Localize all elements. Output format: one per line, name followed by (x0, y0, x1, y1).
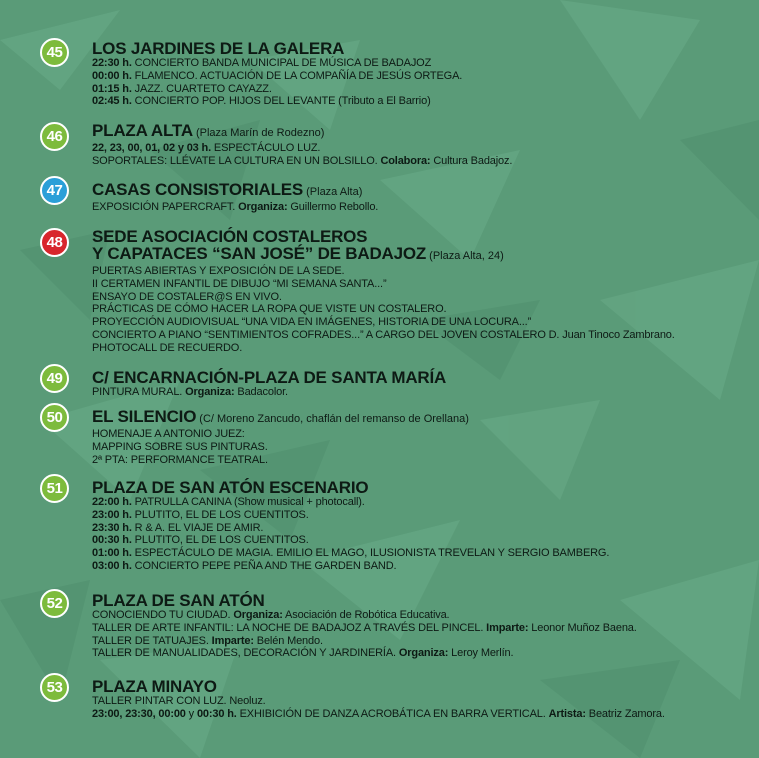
entry-title: PLAZA ALTA (Plaza Marín de Rodezno) (92, 121, 325, 140)
schedule-line: 23:00, 23:30, 00:00 y 00:30 h. EXHIBICIÓN DE DANZA ACROBÁTICA EN BARRA VERTICAL. Artista: Beatriz Zamora. (92, 707, 665, 720)
schedule-line: 03:00 h. CONCIERTO PEPE PEÑA AND THE GARDEN BAND. (92, 559, 397, 572)
entry-title: CASAS CONSISTORIALES (Plaza Alta) (92, 180, 363, 199)
schedule-line: 22:00 h. PATRULLA CANINA (Show musical + photocall). (92, 496, 365, 508)
entry-number-badge: 45 (40, 38, 69, 67)
schedule-line: 23:30 h. R & A. EL VIAJE DE AMIR. (92, 521, 264, 534)
schedule-line: 01:00 h. ESPECTÁCULO DE MAGIA. EMILIO EL MAGO, ILUSIONISTA TREVELAN Y SERGIO BAMBERG. (92, 547, 610, 560)
entry-number-badge: 51 (40, 474, 69, 503)
entry-number-badge: 52 (40, 589, 69, 618)
schedule-line: PINTURA MURAL. Organiza: Badacolor. (92, 386, 288, 398)
schedule-line: II CERTAMEN INFANTIL DE DIBUJO “MI SEMANA SANTA...” (92, 277, 387, 290)
entry-title: PLAZA MINAYO (92, 677, 217, 696)
schedule-line: 00:00 h. FLAMENCO. ACTUACIÓN DE LA COMPAÑÍA DE JESÚS ORTEGA. (92, 69, 463, 82)
entry-number-badge: 53 (40, 673, 69, 702)
schedule-line: TALLER DE TATUAJES. Imparte: Belén Mendo. (92, 634, 323, 647)
entry-title: SEDE ASOCIACIÓN COSTALEROS (92, 227, 368, 246)
entry-title-text: LOS JARDINES DE LA GALERA (92, 39, 345, 58)
schedule-line: 2ª PTA: PERFORMANCE TEATRAL. (92, 453, 268, 466)
entry-subtitle: (C/ Moreno Zancudo, chaflán del remanso de Orellana) (196, 413, 469, 425)
schedule-line: 22, 23, 00, 01, 02 y 03 h. ESPECTÁCULO LUZ. (92, 142, 321, 154)
schedule-line: SOPORTALES: LLÉVATE LA CULTURA EN UN BOLSILLO. Colabora: Cultura Badajoz. (92, 154, 513, 167)
schedule-line: 00:30 h. PLUTITO, EL DE LOS CUENTITOS. (92, 534, 309, 547)
entry-title-line-2: Y CAPATACES “SAN JOSÉ” DE BADAJOZ (Plaza Alta, 24) (92, 244, 504, 263)
entry-title (92, 40, 757, 57)
entry-number-badge: 46 (40, 122, 69, 151)
entry-number-badge: 49 (40, 364, 69, 393)
schedule-line: 22:30 h. CONCIERTO BANDA MUNICIPAL DE MÚSICA DE BADAJOZ (92, 57, 432, 69)
schedule-line: EXPOSICIÓN PAPERCRAFT. Organiza: Guillermo Rebollo. (92, 201, 379, 213)
schedule-line: TALLER PINTAR CON LUZ. Neoluz. (92, 695, 266, 707)
entry-title: C/ ENCARNACIÓN-PLAZA DE SANTA MARÍA (92, 368, 447, 387)
schedule-line: 01:15 h. JAZZ. CUARTETO CAYAZZ. (92, 82, 272, 95)
schedule-line: TALLER DE ARTE INFANTIL: LA NOCHE DE BADAJOZ A TRAVÉS DEL PINCEL. Imparte: Leonor Muñoz Baena. (92, 621, 637, 634)
schedule-line: HOMENAJE A ANTONIO JUEZ: (92, 428, 245, 440)
schedule-line: PHOTOCALL DE RECUERDO. (92, 341, 243, 354)
schedule-line: ENSAYO DE COSTALER@S EN VIVO. (92, 290, 282, 303)
schedule-line: PUERTAS ABIERTAS Y EXPOSICIÓN DE LA SEDE. (92, 265, 345, 277)
entry-number-badge: 47 (40, 176, 69, 205)
schedule-line: 23:00 h. PLUTITO, EL DE LOS CUENTITOS. (92, 508, 309, 521)
entry-title: PLAZA DE SAN ATÓN (92, 591, 265, 610)
entry-subtitle: (Plaza Marín de Rodezno) (192, 127, 325, 139)
entry-number-badge: 48 (40, 228, 69, 257)
entry-number-badge: 50 (40, 403, 69, 432)
entry-title: PLAZA DE SAN ATÓN ESCENARIO (92, 478, 369, 497)
schedule-line: TALLER DE MANUALIDADES, DECORACIÓN Y JARDINERÍA. Organiza: Leroy Merlín. (92, 647, 514, 660)
entry-subtitle: (Plaza Alta) (303, 186, 363, 198)
entry-subtitle: (Plaza Alta, 24) (426, 250, 504, 262)
schedule-line: 02:45 h. CONCIERTO POP. HIJOS DEL LEVANTE (Tributo a El Barrio) (92, 95, 431, 108)
schedule-line: MAPPING SOBRE SUS PINTURAS. (92, 440, 268, 453)
schedule-line: PROYECCIÓN AUDIOVISUAL “UNA VIDA EN IMÁGENES, HISTORIA DE UNA LOCURA...” (92, 316, 532, 329)
entry-title: EL SILENCIO (C/ Moreno Zancudo, chaflán del remanso de Orellana) (92, 407, 469, 426)
schedule-line: PRÁCTICAS DE CÓMO HACER LA ROPA QUE VISTE UN COSTALERO. (92, 303, 447, 316)
schedule-line: CONCIERTO A PIANO “SENTIMIENTOS COFRADES...” A CARGO DEL JOVEN COSTALERO D. Juan Tinoco Zambrano. (92, 328, 675, 341)
schedule-line: CONOCIENDO TU CIUDAD. Organiza: Asociación de Robótica Educativa. (92, 609, 450, 621)
